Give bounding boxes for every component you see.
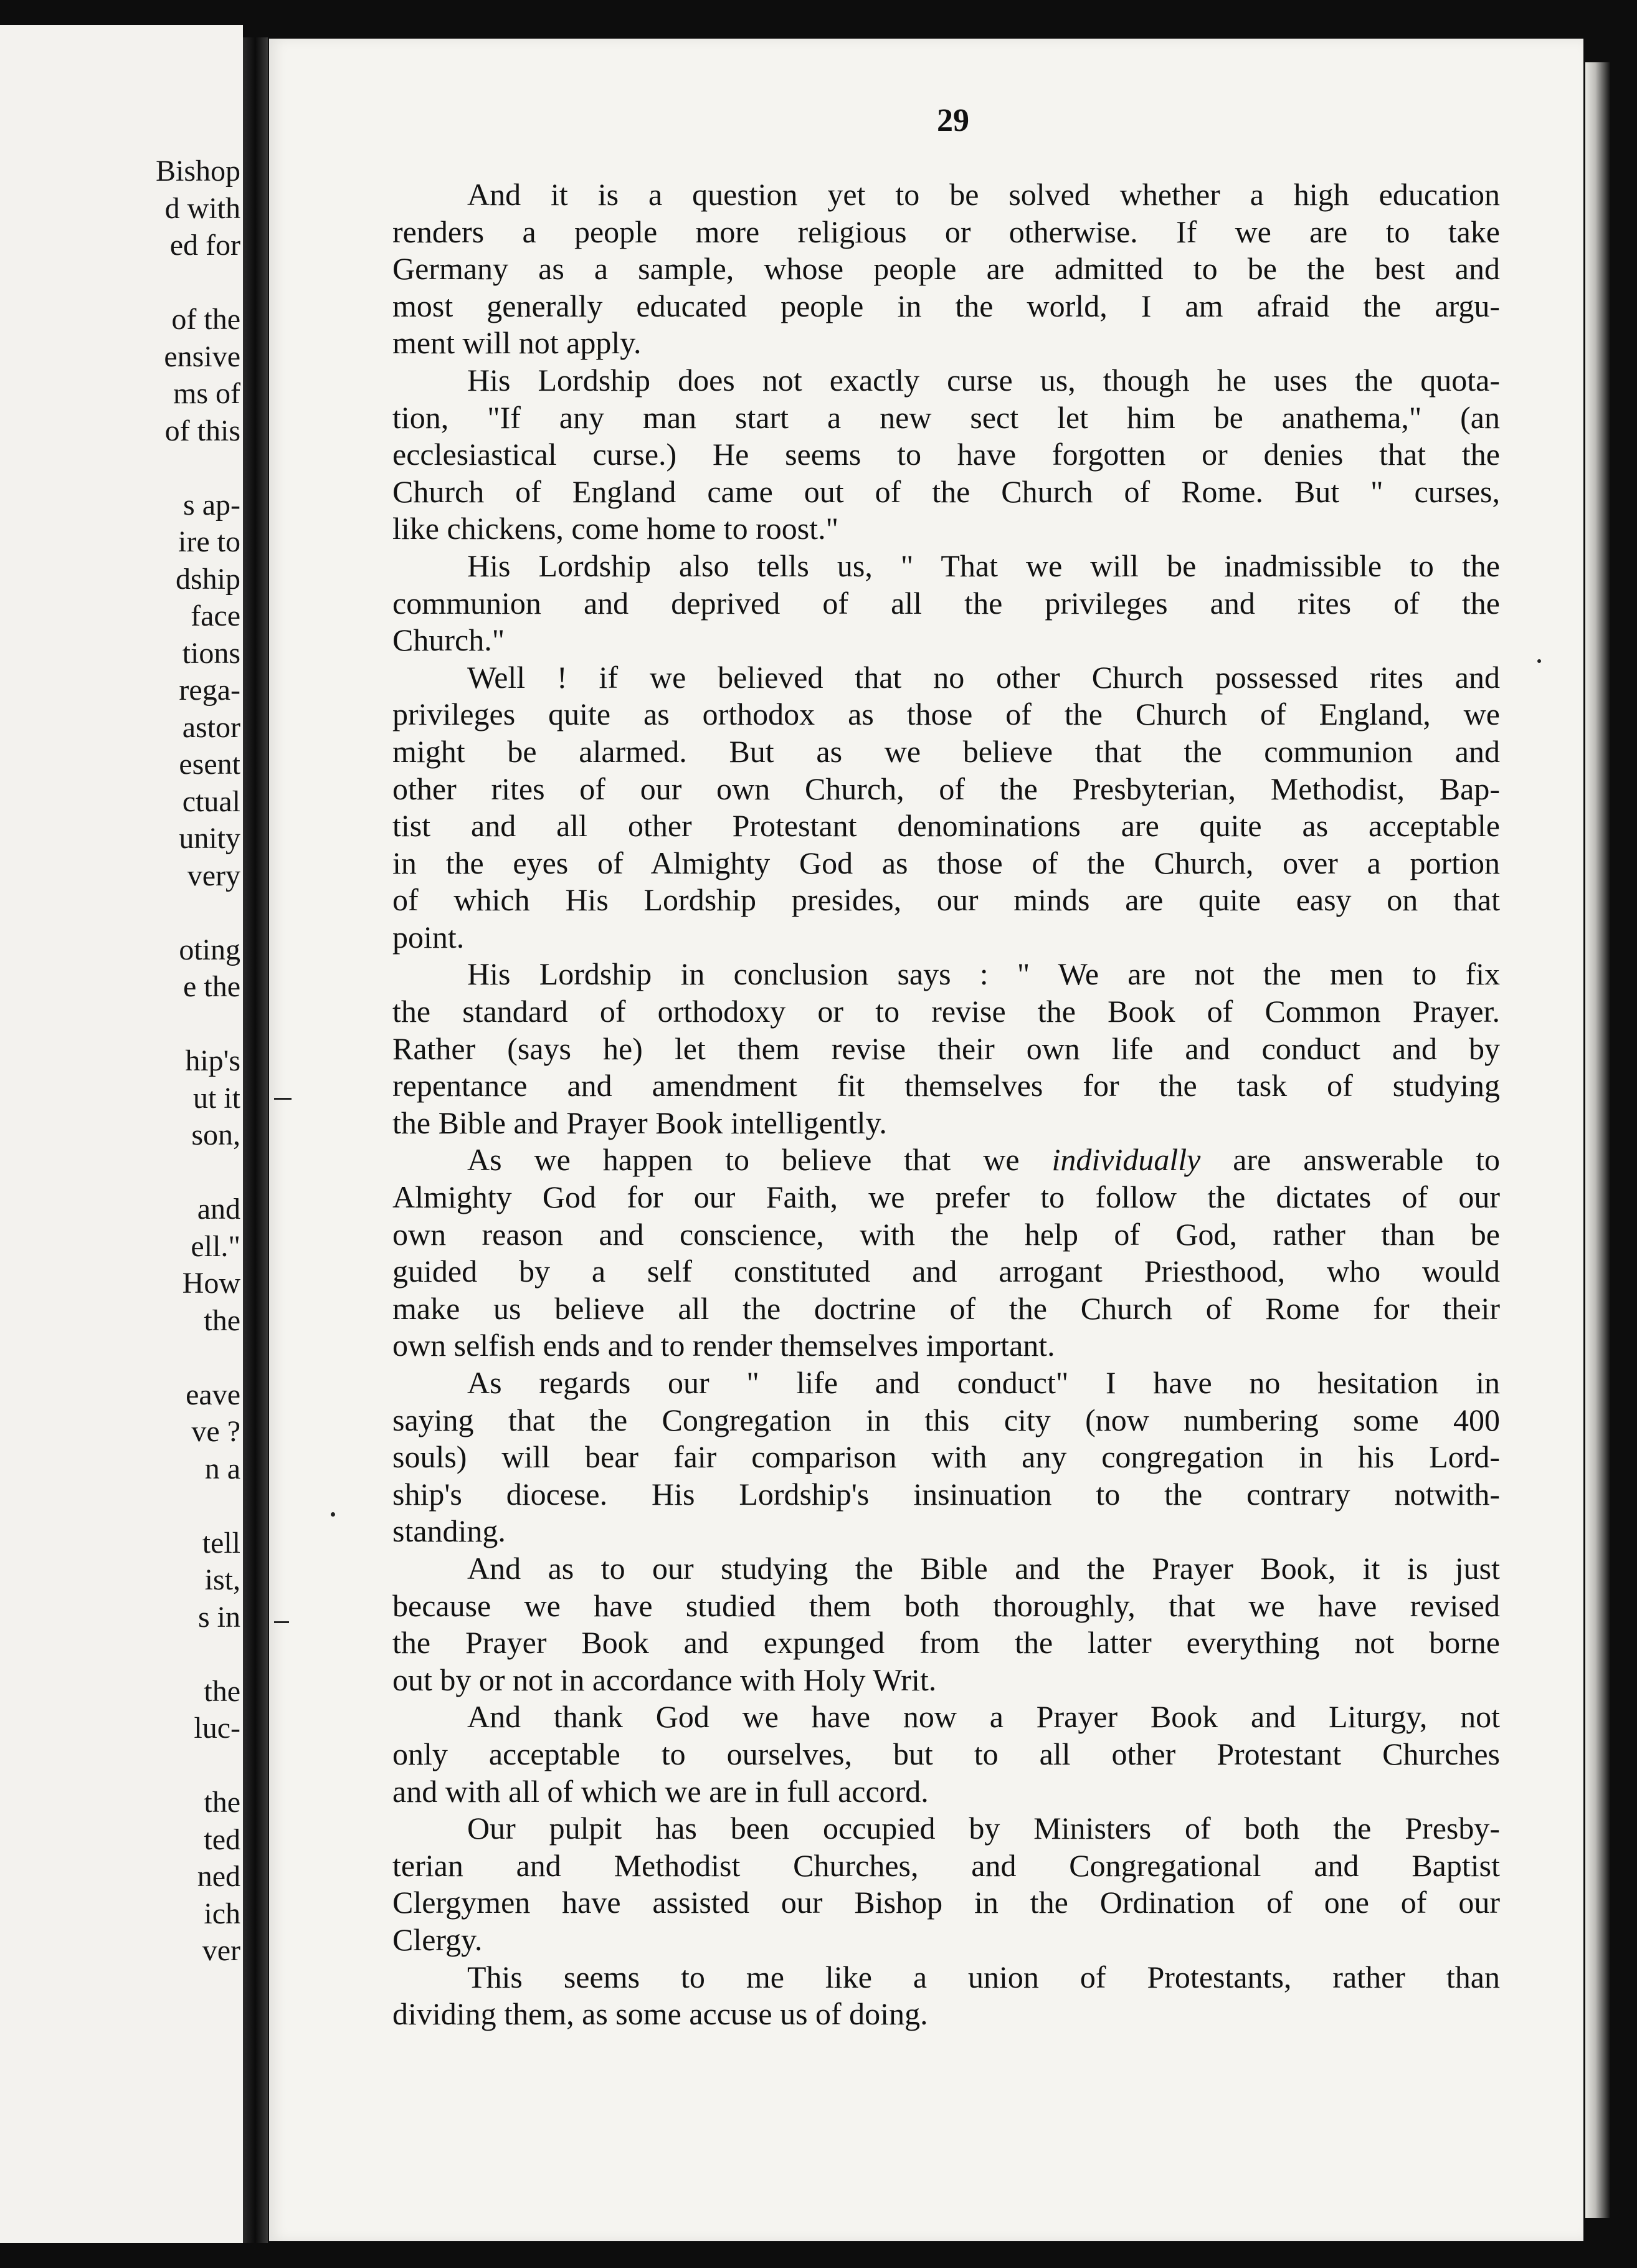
left-page-line bbox=[16, 1636, 240, 1673]
text-line: Germany as a sample, whose people are admitted to be the best and bbox=[392, 251, 1500, 287]
left-page-line: dship bbox=[175, 562, 240, 596]
left-page-line: of the bbox=[171, 303, 240, 336]
left-page-line bbox=[16, 894, 240, 932]
text-line: His Lordship does not exactly curse us, though he uses the quota- bbox=[467, 362, 1500, 398]
text-line: privileges quite as orthodox as those of the Church of England, we bbox=[392, 697, 1500, 732]
text-line: Rather (says he) let them revise their own life and conduct and by bbox=[392, 1031, 1500, 1066]
text-line: might be alarmed. But as we believe that the communion and bbox=[392, 733, 1500, 769]
text-line: repentance and amendment fit themselves for the task of studying bbox=[392, 1068, 1500, 1103]
left-page-line: e the bbox=[183, 970, 240, 1003]
text-line: tion, "If any man start a new sect let him be anathema," (an bbox=[392, 399, 1500, 435]
margin-dot-mark bbox=[1537, 659, 1541, 663]
book-gutter bbox=[243, 37, 268, 2243]
left-page-line: the bbox=[204, 1786, 240, 1819]
left-page-line: of this bbox=[164, 414, 240, 447]
text-line: the Bible and Prayer Book intelligently. bbox=[392, 1105, 887, 1140]
text-line: His Lordship in conclusion says : " We are not the men to fix bbox=[467, 956, 1500, 992]
left-page-line: ctual bbox=[182, 784, 240, 818]
margin-dot-mark bbox=[331, 1512, 335, 1517]
left-page-line: ell." bbox=[191, 1229, 240, 1263]
text-line: renders a people more religious or otherwise. If we are to take bbox=[392, 214, 1500, 249]
text-line: Clergy. bbox=[392, 1922, 483, 1957]
left-page-line: ich bbox=[204, 1897, 240, 1930]
text-line: And thank God we have now a Prayer Book and Liturgy, not bbox=[467, 1699, 1500, 1735]
left-page-line bbox=[16, 1006, 240, 1043]
text-line: of which His Lordship presides, our minds are quite easy on that bbox=[392, 882, 1500, 918]
left-page-line: astor bbox=[182, 710, 240, 744]
left-page-line: ted bbox=[204, 1822, 240, 1856]
text-line: ship's diocese. His Lordship's insinuation to the contrary notwith- bbox=[392, 1476, 1500, 1512]
text-line: like chickens, come home to roost." bbox=[392, 511, 839, 546]
left-page-line: ist, bbox=[204, 1563, 240, 1596]
margin-dash-mark bbox=[274, 1621, 289, 1623]
text-line: Clergymen have assisted our Bishop in the Ordination of one of our bbox=[392, 1885, 1500, 1920]
text-line: point. bbox=[392, 919, 465, 955]
left-page-line: esent bbox=[179, 748, 240, 781]
margin-dash-mark bbox=[274, 1098, 292, 1100]
left-page-line: ed for bbox=[169, 229, 240, 262]
left-page-line: Bishop bbox=[155, 155, 240, 188]
left-page-line: unity bbox=[179, 822, 240, 855]
text-line: own selfish ends and to render themselves important. bbox=[392, 1328, 1055, 1363]
left-page-line: very bbox=[187, 859, 240, 892]
left-page-line: n a bbox=[204, 1452, 240, 1485]
left-page-line: the bbox=[204, 1674, 240, 1708]
left-page-line: ms of bbox=[173, 377, 240, 410]
text-line: terian and Methodist Churches, and Congregational and Baptist bbox=[392, 1847, 1500, 1883]
text-line: As we happen to believe that we individually are answerable to bbox=[467, 1142, 1501, 1178]
text-line: the Prayer Book and expunged from the latter everything not borne bbox=[392, 1625, 1500, 1660]
left-page-line: son, bbox=[191, 1118, 240, 1151]
text-line: And as to our studying the Bible and the Prayer Book, it is just bbox=[467, 1550, 1500, 1586]
text-line: the standard of orthodoxy or to revise the Book of Common Prayer. bbox=[392, 994, 1500, 1029]
left-page-line: oting bbox=[179, 933, 240, 966]
text-line: other rites of our own Church, of the Presbyterian, Methodist, Bap- bbox=[392, 771, 1500, 806]
left-page-line: How bbox=[182, 1267, 240, 1300]
left-page-fragment bbox=[0, 25, 243, 2243]
left-page-line: eave bbox=[186, 1378, 240, 1411]
left-page-line: ned bbox=[197, 1860, 240, 1893]
page-number: 29 bbox=[937, 103, 969, 138]
text-line: saying that the Congregation in this city (now numbering some 400 bbox=[392, 1402, 1500, 1437]
text-line: own reason and conscience, with the help of God, rather than be bbox=[392, 1216, 1500, 1252]
left-page-line: rega- bbox=[179, 674, 240, 707]
text-line: This seems to me like a union of Protestants, rather than bbox=[467, 1959, 1500, 1994]
left-page-line: d with bbox=[164, 191, 240, 225]
left-page-line: tell bbox=[202, 1526, 240, 1560]
text-line: And it is a question yet to be solved whether a high education bbox=[467, 177, 1500, 212]
left-page-line bbox=[16, 1487, 240, 1525]
left-page-line bbox=[16, 449, 240, 487]
text-line: Church of England came out of the Church of Rome. But " curses, bbox=[392, 474, 1500, 509]
left-page-line bbox=[16, 1339, 240, 1376]
text-line: As regards our " life and conduct" I have no hesitation in bbox=[467, 1365, 1500, 1400]
left-page-line: hip's bbox=[185, 1044, 240, 1077]
text-line: souls) will bear fair comparison with any congregation in his Lord- bbox=[392, 1439, 1500, 1475]
left-page-line: tions bbox=[182, 636, 240, 670]
text-line: ment will not apply. bbox=[392, 325, 642, 361]
text-line: only acceptable to ourselves, but to all other Protestant Churches bbox=[392, 1736, 1500, 1771]
text-line: standing. bbox=[392, 1513, 506, 1549]
text-line: communion and deprived of all the privileges and rites of the bbox=[392, 585, 1500, 621]
left-page-line: s ap- bbox=[183, 488, 240, 522]
text-line: Almighty God for our Faith, we prefer to follow the dictates of our bbox=[392, 1179, 1500, 1215]
left-page-line bbox=[16, 1154, 240, 1191]
text-line: because we have studied them both thoroughly, that we have revised bbox=[392, 1588, 1500, 1623]
text-line: Church." bbox=[392, 622, 505, 658]
left-page-line: face bbox=[191, 599, 240, 632]
text-line: Our pulpit has been occupied by Ministers of both the Presby- bbox=[467, 1811, 1500, 1846]
text-line: Well ! if we believed that no other Church possessed rites and bbox=[467, 659, 1500, 695]
text-line: tist and all other Protestant denominations are quite as acceptable bbox=[392, 808, 1500, 844]
left-page-line: ver bbox=[202, 1934, 240, 1967]
text-line: out by or not in accordance with Holy Writ. bbox=[392, 1662, 937, 1697]
text-line: most generally educated people in the world, I am afraid the argu- bbox=[392, 288, 1500, 323]
left-page-line bbox=[16, 264, 240, 302]
text-line: guided by a self constituted and arrogant Priesthood, who would bbox=[392, 1254, 1500, 1289]
left-page-text-fragments bbox=[16, 153, 240, 1970]
left-page-line: ut it bbox=[192, 1081, 240, 1115]
text-line: ecclesiastical curse.) He seems to have forgotten or denies that the bbox=[392, 437, 1500, 472]
left-page-line: s in bbox=[197, 1600, 240, 1634]
text-line: His Lordship also tells us, " That we will be inadmissible to the bbox=[467, 548, 1500, 583]
left-page-line bbox=[16, 1747, 240, 1784]
left-page-line: and bbox=[197, 1193, 240, 1226]
left-page-line: ire to bbox=[178, 525, 240, 558]
left-page-line: ensive bbox=[164, 340, 240, 373]
page-edge-shadow bbox=[1585, 62, 1610, 2218]
page-body-text bbox=[392, 176, 1500, 2033]
left-page-line: ve ? bbox=[191, 1415, 240, 1448]
left-page-line: the bbox=[204, 1303, 240, 1337]
text-line: dividing them, as some accuse us of doing. bbox=[392, 1996, 928, 2032]
text-line: and with all of which we are in full accord. bbox=[392, 1773, 929, 1809]
left-page-line: luc- bbox=[194, 1712, 240, 1745]
italic-emphasis: individually bbox=[1051, 1142, 1201, 1178]
text-line: in the eyes of Almighty God as those of the Church, over a portion bbox=[392, 845, 1500, 880]
text-line: make us believe all the doctrine of the Church of Rome for their bbox=[392, 1290, 1500, 1326]
